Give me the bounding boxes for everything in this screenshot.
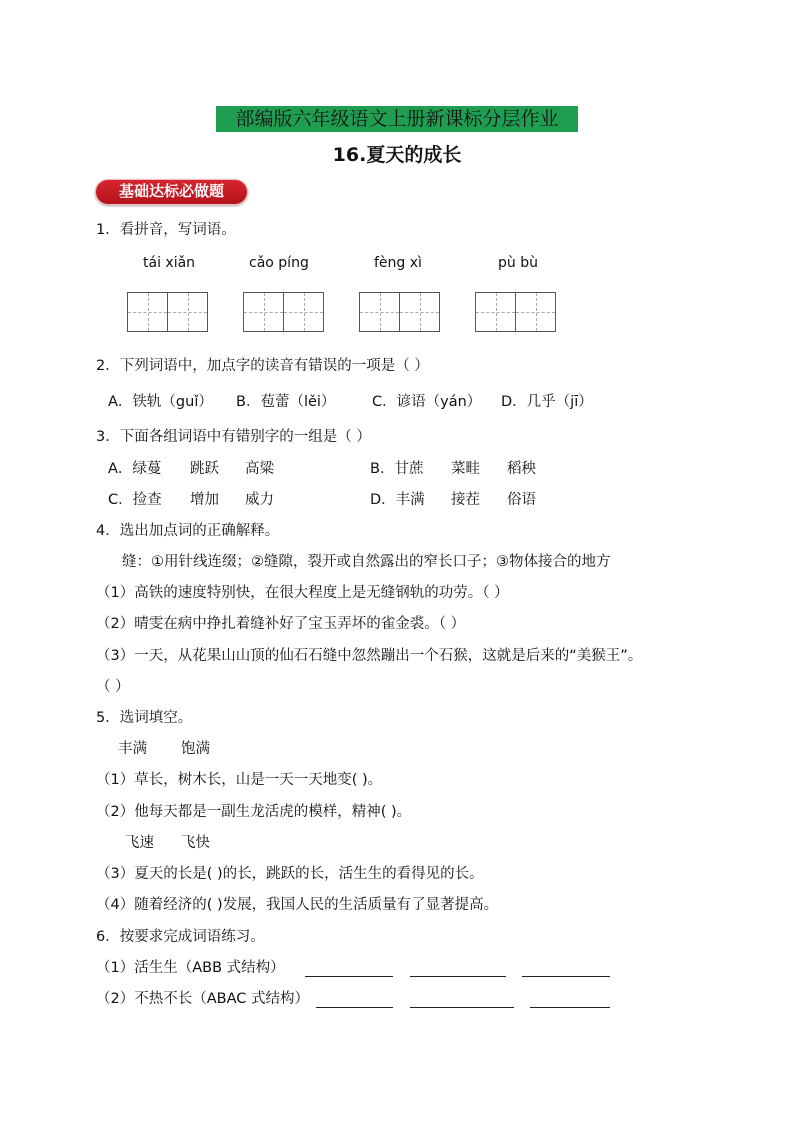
q3-stem: 3．下面各组词语中有错别字的一组是（ ） <box>96 429 371 445</box>
q3-option-b-word3: 稻秧 <box>507 461 536 477</box>
q1-writing-box-3[interactable] <box>359 292 440 332</box>
q3-option-b-word2: 菜畦 <box>451 461 480 477</box>
q3-option-c-word3: 威力 <box>245 492 274 508</box>
q1-writing-box-4[interactable] <box>475 292 556 332</box>
q3-option-d-word2: 接茬 <box>451 492 480 508</box>
q4-item-1[interactable]: （1）高铁的速度特别快，在很大程度上是无缝钢轨的功劳。（ ） <box>96 585 509 601</box>
q5-word-option-3: 飞速 <box>125 835 154 851</box>
q6-item-1-blank-2[interactable] <box>410 960 506 977</box>
q4-item-3[interactable]: （3）一天，从花果山山顶的仙石石缝中忽然蹦出一个石猴，这就是后来的“美猴王”。 <box>96 648 643 664</box>
q5-word-option-2: 饱满 <box>181 741 210 757</box>
q3-option-a-label[interactable]: A．绿蔓 <box>108 461 162 477</box>
q1-stem: 1．看拼音，写词语。 <box>96 222 236 238</box>
q5-word-option-1: 丰满 <box>118 741 147 757</box>
q2-option-b[interactable]: B．苞蕾（lěi） <box>236 394 336 410</box>
lesson-title: 16.夏天的成长 <box>332 144 462 166</box>
q6-stem: 6．按要求完成词语练习。 <box>96 929 265 945</box>
q5-stem: 5．选词填空。 <box>96 710 193 726</box>
q1-pinyin-3: fèng xì <box>374 255 422 271</box>
q4-definition: 缝：①用针线连缀；②缝隙，裂开或自然露出的窄长口子；③物体接合的地方 <box>122 554 611 570</box>
q5-item-4[interactable]: （4）随着经济的( )发展，我国人民的生活质量有了显著提高。 <box>96 897 499 913</box>
q3-option-a-word3: 高粱 <box>245 461 274 477</box>
q3-option-c-word2: 增加 <box>190 492 219 508</box>
q3-option-b-label[interactable]: B．甘蔗 <box>370 461 424 477</box>
section-badge: 基础达标必做题 <box>95 179 248 205</box>
q6-item-1: （1）活生生（ABB 式结构） <box>96 960 285 976</box>
q1-pinyin-2: cǎo píng <box>249 255 309 271</box>
q5-item-2[interactable]: （2）他每天都是一副生龙活虎的模样，精神( )。 <box>96 804 412 820</box>
q2-option-d[interactable]: D．几乎（jī） <box>501 394 593 410</box>
q1-writing-box-2[interactable] <box>243 292 324 332</box>
series-title: 部编版六年级语文上册新课标分层作业 <box>216 106 578 132</box>
q5-item-3[interactable]: （3）夏天的长是( )的长，跳跃的长，活生生的看得见的长。 <box>96 866 484 882</box>
q6-item-2: （2）不热不长（ABAC 式结构） <box>96 991 309 1007</box>
q2-option-a[interactable]: A．铁轨（guǐ） <box>108 394 213 410</box>
q3-option-d-label[interactable]: D．丰满 <box>370 492 425 508</box>
q3-option-c-label[interactable]: C．捡查 <box>108 492 162 508</box>
q5-word-option-4: 飞快 <box>181 835 210 851</box>
q6-item-1-blank-3[interactable] <box>522 960 610 977</box>
q2-stem: 2．下列词语中，加点字的读音有错误的一项是（ ） <box>96 358 429 374</box>
q1-pinyin-4: pù bù <box>498 255 538 271</box>
q1-pinyin-1: tái xiǎn <box>143 255 196 271</box>
q4-item-3-answer[interactable]: （ ） <box>96 679 130 695</box>
q1-writing-box-1[interactable] <box>127 292 208 332</box>
q3-option-a-word2: 跳跃 <box>190 461 219 477</box>
q2-option-c[interactable]: C．谚语（yán） <box>372 394 482 410</box>
q6-item-2-blank-1[interactable] <box>316 991 393 1008</box>
q6-item-2-blank-3[interactable] <box>530 991 610 1008</box>
q4-stem: 4．选出加点词的正确解释。 <box>96 523 280 539</box>
q3-option-d-word3: 俗语 <box>507 492 536 508</box>
q6-item-1-blank-1[interactable] <box>305 960 393 977</box>
q6-item-2-blank-2[interactable] <box>410 991 514 1008</box>
q5-item-1[interactable]: （1）草长，树木长，山是一天一天地变( )。 <box>96 772 383 788</box>
q4-item-2[interactable]: （2）晴雯在病中挣扎着缝补好了宝玉弄坏的雀金裘。（ ） <box>96 616 466 632</box>
